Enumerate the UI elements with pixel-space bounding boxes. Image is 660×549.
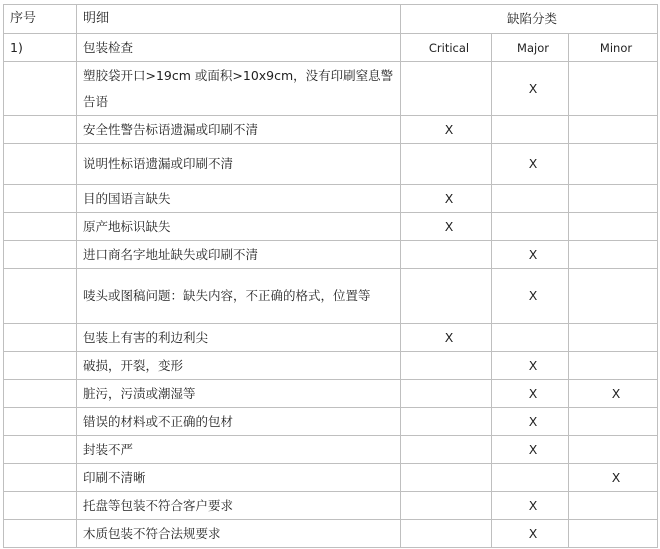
row-minor-mark: X <box>569 464 658 492</box>
table-row <box>4 62 658 116</box>
row-major-mark: X <box>492 408 569 436</box>
row-detail: 破损，开裂，变形 <box>77 352 401 380</box>
row-seq <box>4 408 77 436</box>
row-detail: 木质包装不符合法规要求 <box>77 520 401 548</box>
table-row <box>4 352 658 380</box>
row-detail: 错误的材料或不正确的包材 <box>77 408 401 436</box>
row-detail: 托盘等包装不符合客户要求 <box>77 492 401 520</box>
row-seq <box>4 62 77 116</box>
row-minor-mark <box>569 352 658 380</box>
section-seq: 1) <box>4 34 77 62</box>
header-minor: Minor <box>569 34 658 62</box>
row-minor-mark <box>569 492 658 520</box>
row-detail: 原产地标识缺失 <box>77 213 401 241</box>
row-seq <box>4 116 77 144</box>
row-critical-mark <box>401 241 492 269</box>
row-seq <box>4 269 77 324</box>
table-row <box>4 185 658 213</box>
row-minor-mark <box>569 185 658 213</box>
row-major-mark: X <box>492 436 569 464</box>
row-seq <box>4 520 77 548</box>
row-seq <box>4 213 77 241</box>
row-minor-mark <box>569 269 658 324</box>
row-seq <box>4 352 77 380</box>
row-seq <box>4 436 77 464</box>
row-detail: 安全性警告标语遗漏或印刷不清 <box>77 116 401 144</box>
row-critical-mark <box>401 144 492 185</box>
header-seq: 序号 <box>4 5 77 34</box>
row-seq <box>4 324 77 352</box>
row-major-mark: X <box>492 269 569 324</box>
row-major-mark: X <box>492 380 569 408</box>
row-major-mark <box>492 185 569 213</box>
row-critical-mark <box>401 269 492 324</box>
row-minor-mark <box>569 116 658 144</box>
row-critical-mark <box>401 492 492 520</box>
row-minor-mark <box>569 241 658 269</box>
header-detail: 明细 <box>77 5 401 34</box>
header-row <box>4 5 658 34</box>
table-row <box>4 144 658 185</box>
row-detail: 目的国语言缺失 <box>77 185 401 213</box>
row-major-mark <box>492 464 569 492</box>
row-minor-mark <box>569 144 658 185</box>
row-minor-mark: X <box>569 380 658 408</box>
header-critical: Critical <box>401 34 492 62</box>
row-major-mark <box>492 213 569 241</box>
row-critical-mark <box>401 62 492 116</box>
table-row <box>4 408 658 436</box>
row-detail: 封装不严 <box>77 436 401 464</box>
row-minor-mark <box>569 408 658 436</box>
row-detail: 塑胶袋开口>19cm 或面积>10x9cm，没有印刷窒息警告语 <box>77 62 401 116</box>
row-minor-mark <box>569 62 658 116</box>
row-major-mark: X <box>492 520 569 548</box>
row-seq <box>4 241 77 269</box>
table-row <box>4 436 658 464</box>
row-detail: 唛头或图稿问题：缺失内容，不正确的格式，位置等 <box>77 269 401 324</box>
row-critical-mark: X <box>401 116 492 144</box>
row-seq <box>4 464 77 492</box>
row-major-mark <box>492 116 569 144</box>
row-critical-mark <box>401 352 492 380</box>
row-critical-mark: X <box>401 185 492 213</box>
row-seq <box>4 144 77 185</box>
row-minor-mark <box>569 213 658 241</box>
row-detail: 进口商名字地址缺失或印刷不清 <box>77 241 401 269</box>
row-major-mark: X <box>492 62 569 116</box>
table-row <box>4 116 658 144</box>
row-major-mark: X <box>492 352 569 380</box>
row-major-mark: X <box>492 241 569 269</box>
row-major-mark <box>492 324 569 352</box>
table-row <box>4 520 658 548</box>
row-critical-mark <box>401 520 492 548</box>
row-detail: 说明性标语遗漏或印刷不清 <box>77 144 401 185</box>
row-seq <box>4 492 77 520</box>
row-critical-mark: X <box>401 213 492 241</box>
row-critical-mark <box>401 408 492 436</box>
row-critical-mark <box>401 380 492 408</box>
defect-classification-table <box>3 4 658 548</box>
section-title: 包装检查 <box>77 34 401 62</box>
table-row <box>4 241 658 269</box>
row-critical-mark <box>401 464 492 492</box>
table-row <box>4 464 658 492</box>
row-minor-mark <box>569 520 658 548</box>
row-detail: 脏污，污渍或潮湿等 <box>77 380 401 408</box>
row-detail: 包装上有害的利边利尖 <box>77 324 401 352</box>
row-minor-mark <box>569 324 658 352</box>
header-major: Major <box>492 34 569 62</box>
row-detail: 印刷不清晰 <box>77 464 401 492</box>
row-seq <box>4 380 77 408</box>
row-minor-mark <box>569 436 658 464</box>
header-category: 缺陷分类 <box>401 5 658 34</box>
row-seq <box>4 185 77 213</box>
table-row <box>4 324 658 352</box>
table-row <box>4 492 658 520</box>
row-critical-mark <box>401 436 492 464</box>
row-major-mark: X <box>492 492 569 520</box>
row-critical-mark: X <box>401 324 492 352</box>
section-row <box>4 34 658 62</box>
table-row <box>4 269 658 324</box>
row-major-mark: X <box>492 144 569 185</box>
table-row <box>4 380 658 408</box>
table-row <box>4 213 658 241</box>
